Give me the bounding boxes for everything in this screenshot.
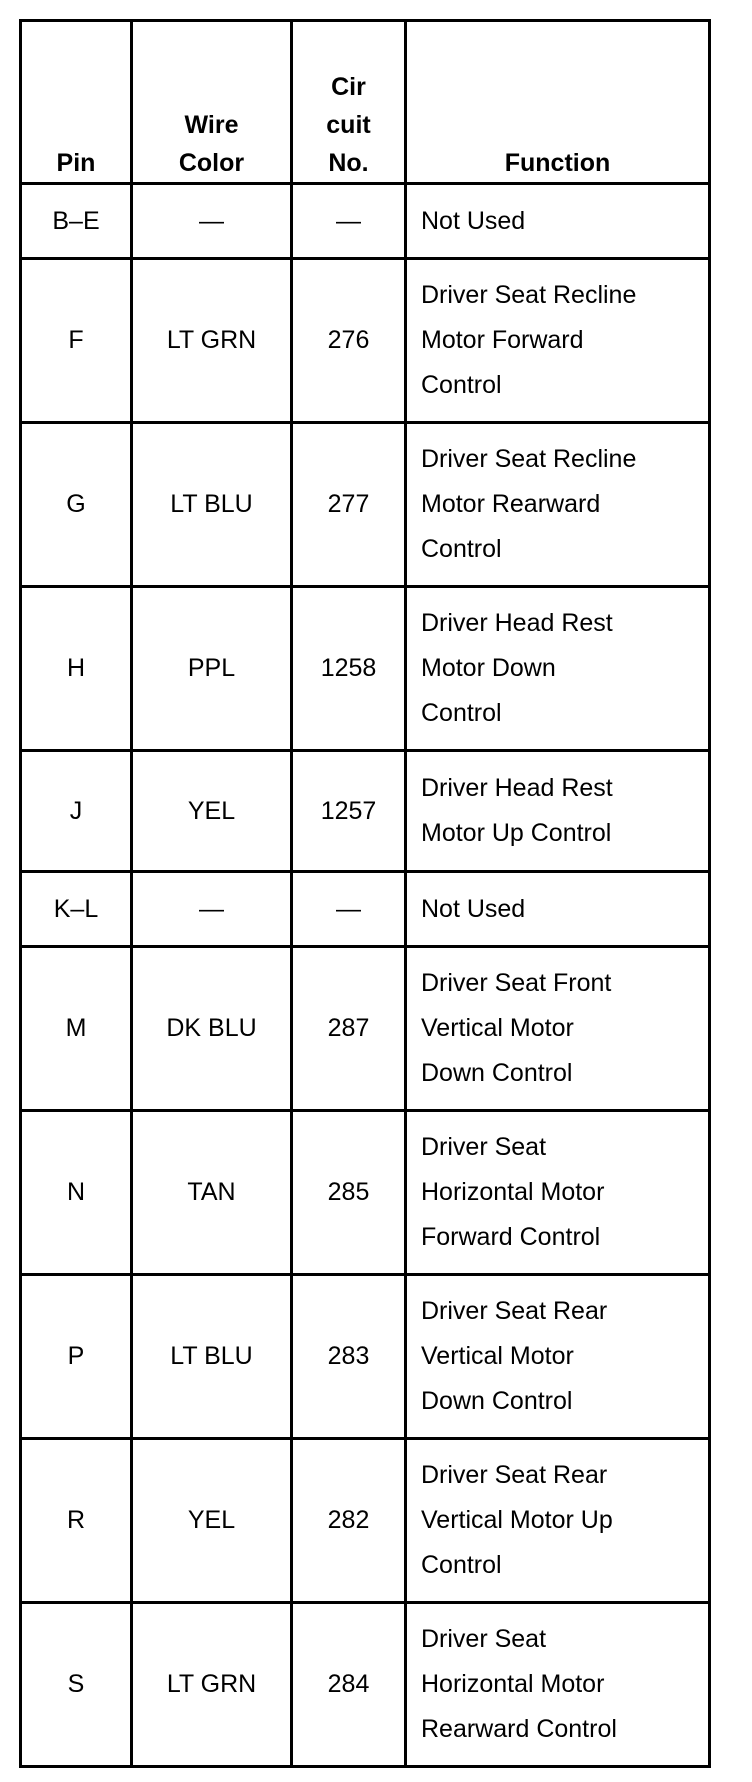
wire-color-cell: LT BLU (132, 1275, 292, 1439)
pin-cell: S (21, 1603, 132, 1767)
table-row (21, 1603, 710, 1767)
header-circuit-line: cuit (326, 111, 371, 139)
function-line: Control (421, 535, 502, 563)
circuit-cell: — (292, 872, 406, 947)
table-row (21, 259, 710, 423)
circuit-cell: — (292, 184, 406, 259)
function-line: Motor Down (421, 654, 556, 682)
function-cell (406, 184, 710, 259)
function-line: Motor Rearward (421, 490, 601, 518)
function-cell (406, 947, 710, 1111)
circuit-cell: 282 (292, 1439, 406, 1603)
wire-color-cell: TAN (132, 1111, 292, 1275)
header-circuit-line: No. (328, 149, 369, 177)
header-function (406, 21, 710, 184)
function-line: Driver Seat Recline (421, 445, 637, 473)
function-line: Driver Seat Recline (421, 281, 637, 309)
wire-color-cell: YEL (132, 1439, 292, 1603)
header-wire-color-line: Wire (184, 111, 239, 139)
function-line: Driver Seat (421, 1625, 547, 1653)
circuit-cell: 287 (292, 947, 406, 1111)
function-line: Control (421, 371, 502, 399)
header-wire-color (132, 21, 292, 184)
header-function-label: Function (504, 149, 611, 177)
connector-pinout-table (19, 19, 711, 1768)
function-line: Vertical Motor (421, 1342, 574, 1370)
function-line: Not Used (421, 206, 526, 235)
table-row (21, 751, 710, 872)
function-line: Motor Forward (421, 326, 584, 354)
pin-cell: P (21, 1275, 132, 1439)
header-circuit-line: Cir (331, 73, 366, 101)
pin-cell: F (21, 259, 132, 423)
function-cell (406, 1439, 710, 1603)
function-line: Down Control (421, 1387, 573, 1415)
pin-cell: M (21, 947, 132, 1111)
table-row (21, 1439, 710, 1603)
table-body (21, 184, 710, 1767)
circuit-cell: 283 (292, 1275, 406, 1439)
function-line: Down Control (421, 1059, 573, 1087)
wire-color-cell: LT GRN (132, 1603, 292, 1767)
circuit-cell: 1258 (292, 587, 406, 751)
function-line: Rearward Control (421, 1715, 617, 1743)
table-row (21, 947, 710, 1111)
header-pin-label: Pin (56, 149, 96, 177)
pin-cell: B–E (21, 184, 132, 259)
circuit-cell: 276 (292, 259, 406, 423)
wire-color-cell: DK BLU (132, 947, 292, 1111)
wire-color-cell: YEL (132, 751, 292, 872)
circuit-cell: 277 (292, 423, 406, 587)
header-circuit-no (292, 21, 406, 184)
function-cell (406, 259, 710, 423)
wire-color-cell: — (132, 184, 292, 259)
function-line: Driver Head Rest (421, 774, 613, 802)
function-line: Motor Up Control (421, 819, 612, 847)
function-line: Control (421, 699, 502, 727)
function-cell (406, 751, 710, 872)
pin-cell: N (21, 1111, 132, 1275)
function-line: Driver Seat Front (421, 969, 612, 997)
function-cell (406, 1603, 710, 1767)
header-wire-color-line: Color (178, 149, 245, 177)
pin-cell: G (21, 423, 132, 587)
function-line: Control (421, 1551, 502, 1579)
table-row (21, 184, 710, 259)
pin-cell: K–L (21, 872, 132, 947)
pin-cell: R (21, 1439, 132, 1603)
function-cell (406, 1275, 710, 1439)
table-row (21, 1275, 710, 1439)
header-row (21, 21, 710, 184)
function-line: Horizontal Motor (421, 1670, 605, 1698)
circuit-cell: 1257 (292, 751, 406, 872)
function-cell (406, 872, 710, 947)
header-pin (21, 21, 132, 184)
circuit-cell: 284 (292, 1603, 406, 1767)
table-row (21, 1111, 710, 1275)
function-line: Vertical Motor (421, 1014, 574, 1042)
function-cell (406, 423, 710, 587)
function-line: Driver Head Rest (421, 609, 613, 637)
table-row (21, 423, 710, 587)
table-row (21, 587, 710, 751)
function-line: Driver Seat (421, 1133, 547, 1161)
pin-cell: H (21, 587, 132, 751)
function-cell (406, 587, 710, 751)
function-line: Forward Control (421, 1223, 601, 1251)
wire-color-cell: LT GRN (132, 259, 292, 423)
pin-cell: J (21, 751, 132, 872)
circuit-cell: 285 (292, 1111, 406, 1275)
wire-color-cell: — (132, 872, 292, 947)
function-line: Horizontal Motor (421, 1178, 605, 1206)
function-line: Driver Seat Rear (421, 1461, 608, 1489)
function-line: Driver Seat Rear (421, 1297, 608, 1325)
function-cell (406, 1111, 710, 1275)
table-row (21, 872, 710, 947)
function-line: Not Used (421, 894, 526, 923)
wire-color-cell: LT BLU (132, 423, 292, 587)
function-line: Vertical Motor Up (421, 1506, 613, 1534)
wire-color-cell: PPL (132, 587, 292, 751)
